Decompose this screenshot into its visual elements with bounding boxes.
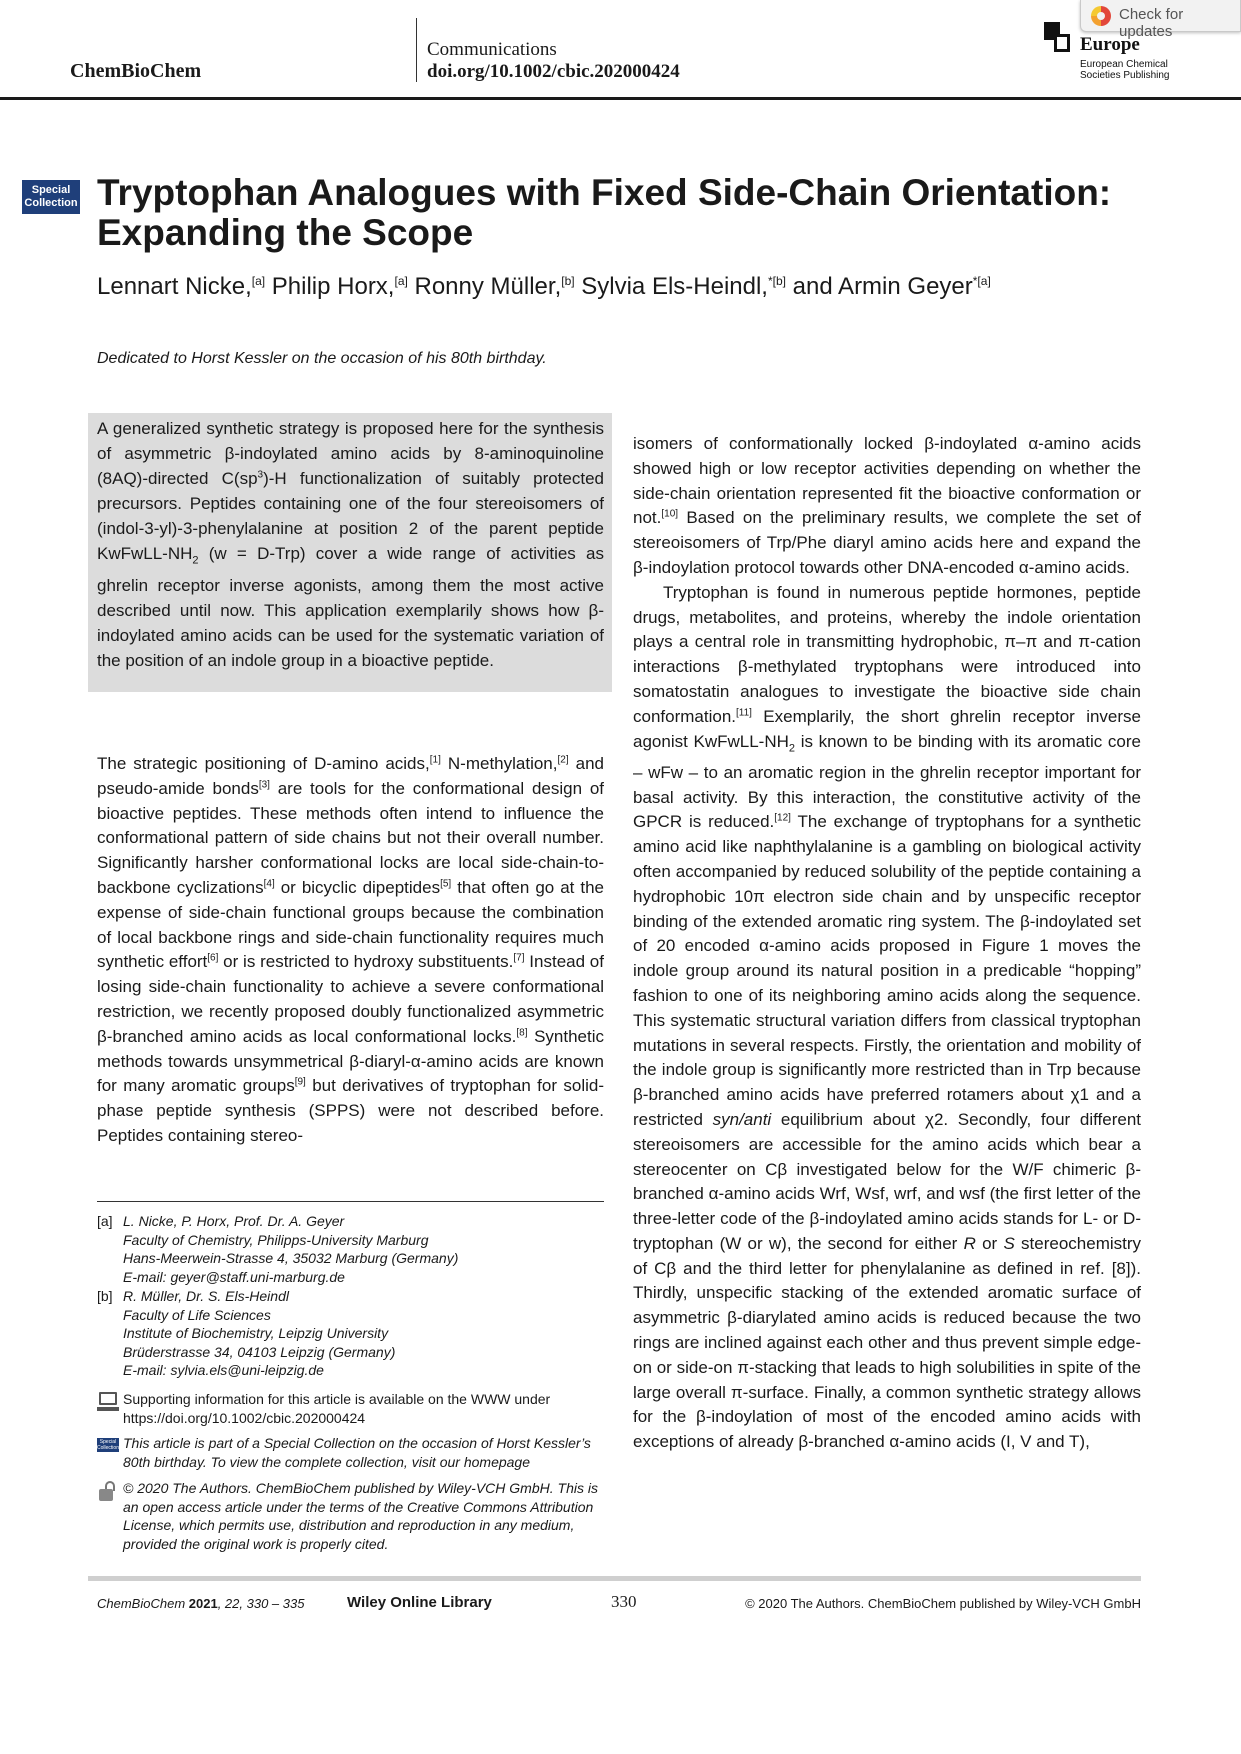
author-list [97, 273, 1197, 301]
author-affiliation: [a] [251, 274, 266, 288]
article-title: Tryptophan Analogues with Fixed Side-Chain Orientation: Expanding the Scope [97, 172, 1112, 253]
author-name: Sylvia Els-Heindl, [581, 273, 768, 300]
author-affiliation: [b] [561, 274, 575, 288]
footer-copyright: © 2020 The Authors. ChemBioChem published by Wiley-VCH GmbH [745, 1596, 1141, 1611]
affiliation-tag: [a] [97, 1213, 113, 1229]
section-label: Communications [427, 39, 557, 60]
special-collection-note [97, 1434, 604, 1471]
supporting-info-note [97, 1390, 604, 1427]
author-name: Ronny Müller, [414, 273, 562, 300]
license-note [97, 1479, 604, 1553]
citation-link[interactable]: [1] [429, 754, 441, 766]
footer-citation: ChemBioChem 2021, 22, 330 – 335 [97, 1596, 305, 1611]
affiliation-b: [b] R. Müller, Dr. S. Els-Heindl Faculty of Life Sciences Institute of Biochemistry, Leipzig University Brüderstrasse 34, 04103 Leipzig (Germany) E-mail: sylvia.els@uni-leipzig.de [97, 1287, 604, 1380]
citation-link[interactable]: [8] [516, 1027, 528, 1039]
doi-link[interactable]: doi.org/10.1002/cbic.202000424 [427, 61, 680, 82]
citation-link[interactable]: [4] [263, 878, 275, 890]
page-number: 330 [611, 1592, 637, 1611]
abstract-text: A generalized synthetic strategy is proposed here for the synthesis of asymmetric β-indoylated amino acids by 8-aminoquinoline (8AQ)-directed C(sp$^3$)-H functionalization of suitably protected precursors. Peptides containing one of the four stereoisomers of (indol-3-yl)-3-phenylalanine at position 2 of the parent peptide KwFwLL-$NH_2$ (w = D-Trp) cover a wide range of activities as ghrelin receptor inverse agonists, among them the most active described until now. This application exemplarily shows how β-indoylated amino acids can be used for the systematic variation of the position of an indole group in a bioactive peptide. [97, 419, 604, 671]
author-name: Philip Horx, [271, 273, 395, 300]
citation-link[interactable]: [11] [736, 707, 752, 719]
header-rule [0, 97, 1241, 100]
special-collection-badge: Special Collection [22, 180, 80, 214]
citation-link[interactable]: [10] [661, 508, 679, 520]
open-access-lock-icon [97, 1481, 119, 1501]
author-name: Lennart Nicke, [97, 273, 252, 300]
author-affiliation: *[b] [767, 274, 786, 288]
affiliation-tag: [b] [97, 1288, 113, 1304]
citation-link[interactable]: [2] [557, 754, 569, 766]
special-collection-icon: Special Collection [97, 1439, 119, 1451]
license-text: © 2020 The Authors. ChemBioChem published by Wiley-VCH GmbH. This is an open access article under the terms of the Creative Commons Attribution License, which permits use, distribution and reproduction in any medium, provided the original work is properly cited. [123, 1480, 598, 1552]
citation-link[interactable]: [5] [440, 878, 452, 890]
check-for-updates-button[interactable] [1080, 0, 1241, 40]
header-divider [416, 18, 417, 82]
special-collection-text: This article is part of a Special Collection on the occasion of Horst Kessler’s 80th birthday. To view the complete collection, visit our homepage [123, 1435, 591, 1470]
paragraph: isomers of conformationally locked β-indoylated α-amino acids showed high or low receptor activities depending on whether the side-chain orientation represented fit the bioactive conformation or not.[10] Based on the preliminary results, we complete the set of stereoisomers of Trp/Phe diaryl amino acids here and expand the β-indoylation protocol towards other DNA-encoded α-amino acids. [633, 434, 1141, 577]
affiliation-a: [a] L. Nicke, P. Horx, Prof. Dr. A. Geyer Faculty of Chemistry, Philipps-University Marburg Hans-Meerwein-Strasse 4, 35032 Marburg (Germany) E-mail: geyer@staff.uni-marburg.de [97, 1212, 604, 1286]
logo-name: Europe [1080, 34, 1140, 55]
footnote-rule [97, 1201, 604, 1202]
wiley-online-library-link[interactable]: Wiley Online Library [347, 1594, 492, 1611]
journal-name: ChemBioChem [70, 60, 202, 82]
logo-subtitle: European Chemical Societies Publishing [1080, 59, 1170, 81]
author-affiliation: [a] [394, 274, 408, 288]
citation-link[interactable]: [3] [258, 779, 270, 791]
email-link[interactable]: E-mail: sylvia.els@uni-leipzig.de [123, 1362, 324, 1379]
citation-link[interactable]: [9] [294, 1076, 306, 1088]
footer-rule [88, 1576, 1141, 1581]
author-affiliation: *[a] [972, 274, 991, 288]
citation-link[interactable]: [7] [513, 952, 525, 964]
dedication: Dedicated to Horst Kessler on the occasion of his 80th birthday. [97, 350, 547, 367]
email-link[interactable]: E-mail: geyer@staff.uni-marburg.de [123, 1268, 345, 1285]
chemistry-europe-mark-icon [1044, 22, 1070, 52]
body-text-left-column: The strategic positioning of D-amino acids,[1] N-methylation,[2] and pseudo-amide bonds[3] are tools for the conformational design of bioactive peptides. These methods often intend to influence the conformational pattern of side chains but not their overall number. Significantly harsher conformational locks are local side-chain-to-backbone cyclizations[4] or bicyclic dipeptides[5] that often go at the expense of side-chain functional groups because the combination of local backbone rings and side-chain functionality requires much synthetic effort[6] or is restricted to hydroxy substituents.[7] Instead of losing side-chain functionality to achieve a severe conformational restriction, we recently proposed doubly functionalized asymmetric β-branched amino acids as local conformational locks.[8] Synthetic methods towards unsymmetrical β-diaryl-α-amino acids are known for many aromatic groups[9] but derivatives of tryptophan for solid-phase peptide synthesis (SPPS) were not described before. Peptides containing stereo- [97, 754, 605, 1145]
citation-link[interactable]: [12] [774, 812, 791, 824]
paragraph: Tryptophan is found in numerous peptide hormones, peptide drugs, metabolites, and proteins, whereby the indole orientation plays a central role in transmitting hydrophobic, π–π and π-cation interactions β-methylated tryptophans were introduced into somatostatin analogues to investigate the bioactive side chain conformation.[11] Exemplarily, the short ghrelin receptor inverse agonist KwFwLL-$NH_2$ is known to be binding with its aromatic core – wFw – to an aromatic region in the ghrelin receptor important for basal activity. By this interaction, the constitutive activity of the GPCR is reduced.[12] The exchange of tryptophans for a synthetic amino acid like naphthylalanine is a gambling on biological activity often accompanied by reduced solubility of the peptide containing a hydrophobic 10π electron side chain and by unspecific receptor binding of the extended aromatic ring system. The β-indoylated set of 20 encoded α-amino acids proposed in Figure 1 moves the indole group around its natural position in a predicable “hopping” fashion to one of its neighboring amino acids along the sequence. This systematic structural variation differs from classical tryptophan mutations in several respects. Firstly, the orientation and mobility of the indole group is significantly more restricted than in Trp because β-branched amino acids have preferred rotamers about χ1 and a restricted syn/anti equilibrium about χ2. Secondly, four different stereoisomers are accessible for the amino acids which bear a stereocenter on Cβ investigated below for the W/F chimeric β-branched α-amino acids Wrf, Wsf, wrf, and wsf (the first letter of the three-letter code of the β-indoylated amino acids stands for L- or D-tryptophan (W or w), the second for either R or S stereochemistry of Cβ and the third letter for phenylalanine as defined in ref. [8]). Thirdly, unspecific stacking of the extended aromatic surface of asymmetric β-diarylated amino acids is reduced because the two rings are inclined against each other and thus prevent simple edge-on or side-on π-stacking that leads to high solubilities in spite of the large overall π-surface. Finally, a common synthetic strategy allows for the β-indoylation of most of the encoded amino acids with exceptions of already β-branched α-amino acids (I, V and T), [633, 582, 1142, 1452]
citation-link[interactable]: [6] [207, 952, 219, 964]
author-name: and Armin Geyer [792, 273, 973, 300]
crossmark-icon [1091, 6, 1111, 26]
supporting-info-text[interactable]: Supporting information for this article is available on the WWW under https://doi.org/10.1002/cbic.202000424 [123, 1391, 551, 1426]
computer-icon [97, 1392, 119, 1412]
check-for-updates-label: Check for updates [1119, 6, 1184, 40]
body-text-right-column [633, 432, 1141, 1455]
